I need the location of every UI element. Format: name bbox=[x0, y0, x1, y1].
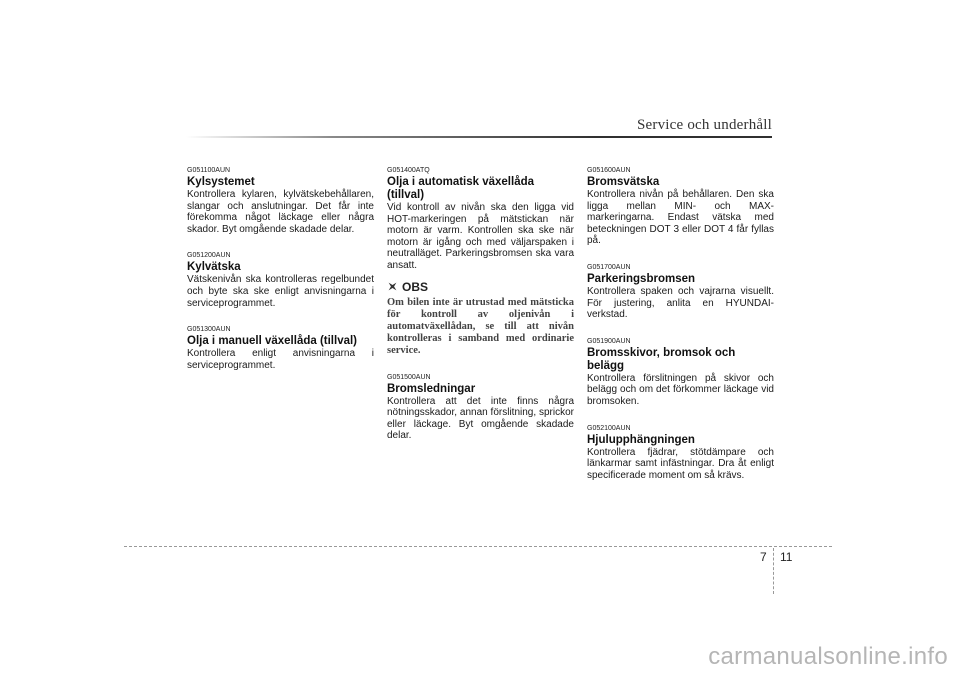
section-title: Parkeringsbromsen bbox=[587, 272, 696, 285]
section-bromsskivor bbox=[587, 337, 774, 408]
column-1 bbox=[187, 166, 374, 387]
page-number: 11 bbox=[780, 550, 793, 564]
section-body: Kontrollera nivån på behållaren. Den ska ligga mellan MIN- och MAX-markeringarna. Endast vätska med beteckningen DOT 3 eller DOT 4 får fyllas på. bbox=[587, 189, 774, 247]
section-body: Vid kontroll av nivån ska den ligga vid HOT-markeringen på mätstickan när motorn är varm. Kontrollen ska ske när motorn är igång och med väljarspaken i neutralläget. Parkeringsbromsen ska vara ansatt. bbox=[387, 202, 574, 271]
section-code: G051100AUN bbox=[187, 167, 231, 174]
header-rule bbox=[186, 136, 772, 138]
section-title: Bromsskivor, bromsok och belägg bbox=[587, 346, 736, 372]
section-body: Kontrollera spaken och vajrarna visuellt. För justering, anlita en HYUNDAI-verkstad. bbox=[587, 285, 774, 321]
section-hjulupphangningen bbox=[587, 424, 774, 482]
section-body: Kontrollera förslitningen på skivor och belägg och om det förkommer läckage vid bromsoken. bbox=[587, 372, 774, 407]
section-code: G051600AUN bbox=[587, 167, 631, 174]
obs-text: Om bilen inte är utrustad med mätsticka för kontroll av oljenivån i automatväxellådan, se till att nivån kontrolleras i samband med ordinarie service. bbox=[387, 296, 574, 356]
section-kylsystemet bbox=[187, 166, 374, 235]
column-2 bbox=[387, 166, 574, 458]
footer-divider bbox=[773, 548, 774, 594]
section-body: Kontrollera fjädrar, stötdämpare och länkarmar samt infästningar. Dra åt enligt specificerade moment om så krävs. bbox=[587, 446, 774, 481]
obs-heading bbox=[387, 280, 574, 294]
section-body: Kontrollera kylaren, kylvätskebehållaren, slangar och anslutningar. Det får inte förekomma något läckage eller några skador. Byt omgående skadade delar. bbox=[187, 189, 374, 235]
section-kylvatska bbox=[187, 251, 374, 309]
section-code: G051200AUN bbox=[187, 252, 231, 260]
section-code: G052100AUN bbox=[587, 424, 631, 432]
section-code: G051500AUN bbox=[387, 373, 431, 381]
section-bromsledningar bbox=[387, 373, 574, 442]
note-cross-icon bbox=[387, 281, 398, 292]
section-body: Kontrollera enligt anvisningarna i serviceprogrammet. bbox=[187, 348, 374, 371]
footer-rule bbox=[124, 546, 832, 547]
section-body: Kontrollera att det inte finns några nötningsskador, annan förslitning, sprickor eller läckage. Byt omgående skadade delar. bbox=[387, 395, 574, 442]
header-title: Service och underhåll bbox=[637, 117, 772, 133]
section-title: Bromsledningar bbox=[387, 382, 476, 395]
chapter-number: 7 bbox=[760, 550, 767, 564]
section-body: Vätskenivån ska kontrolleras regelbundet och byte ska ske enligt anvisningarna i serviceprogrammet. bbox=[187, 274, 374, 309]
section-code: G051900AUN bbox=[587, 337, 631, 345]
column-3 bbox=[587, 166, 774, 497]
obs-note bbox=[387, 280, 574, 357]
section-code: G051700AUN bbox=[587, 263, 631, 271]
section-title: Olja i automatisk växellåda (tillval) bbox=[387, 176, 535, 201]
section-title: Kylsystemet bbox=[187, 176, 255, 188]
section-code: G051400ATQ bbox=[387, 167, 430, 174]
watermark: carmanualsonline.info bbox=[708, 643, 948, 670]
section-title: Kylvätska bbox=[187, 261, 241, 274]
section-title: Hjulupphängningen bbox=[587, 433, 695, 446]
section-automatisk-vaxellada bbox=[387, 166, 574, 272]
section-bromsvatska bbox=[587, 166, 774, 247]
obs-label: OBS bbox=[402, 279, 429, 294]
section-code: G051300AUN bbox=[187, 326, 231, 334]
section-title: Bromsvätska bbox=[587, 176, 660, 188]
section-manuell-vaxellada bbox=[187, 325, 374, 371]
section-parkeringsbromsen bbox=[587, 263, 774, 321]
section-title: Olja i manuell växellåda (tillval) bbox=[187, 335, 358, 348]
